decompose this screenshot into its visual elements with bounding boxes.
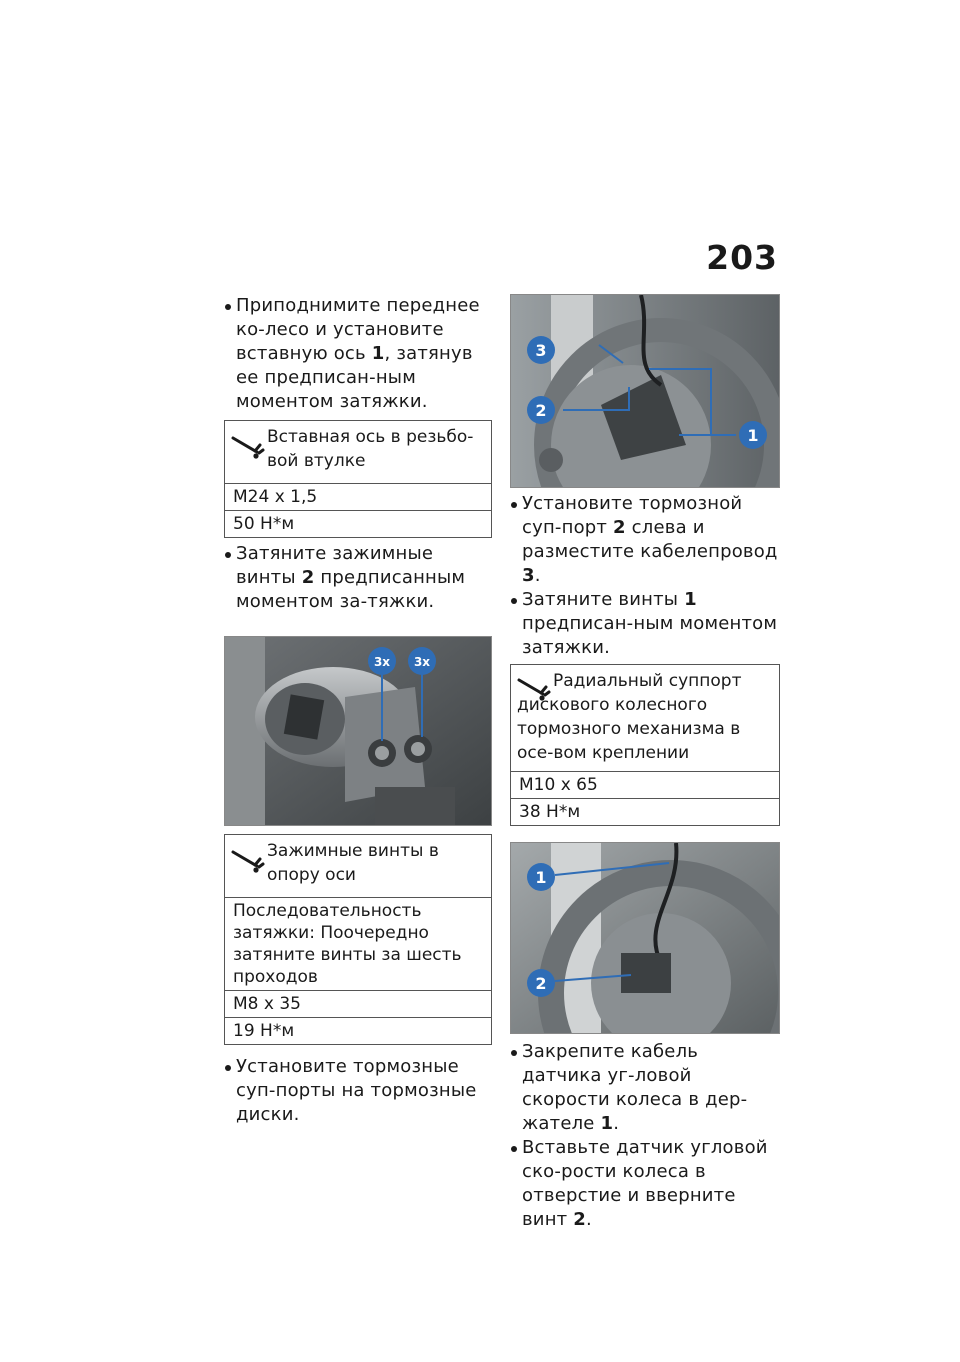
torque-wrench-icon bbox=[517, 677, 551, 701]
spec-thread: M8 x 35 bbox=[225, 991, 491, 1018]
step-text: предписан-ным моментом затяжки. bbox=[522, 613, 778, 658]
callout-ref: 1 bbox=[600, 1113, 614, 1134]
step-text: Установите тормозной суп-порт bbox=[522, 493, 743, 538]
callout-label: 3x bbox=[413, 655, 431, 669]
photo-caliper-left bbox=[510, 294, 780, 488]
step-text: Затяните зажимные винты bbox=[236, 543, 434, 588]
right-column bbox=[510, 294, 780, 1232]
spec-thread: M10 x 65 bbox=[511, 772, 779, 799]
step-tighten-clamp-screws bbox=[224, 542, 492, 614]
spec-header bbox=[225, 421, 491, 484]
spec-title: Зажимные винты в опору оси bbox=[267, 841, 439, 885]
spec-header bbox=[225, 835, 491, 898]
callout-ref: 2 bbox=[573, 1209, 587, 1230]
step-text: Затяните винты bbox=[522, 589, 685, 610]
page-number: 203 bbox=[706, 238, 778, 277]
torque-spec-clamp-screws bbox=[224, 834, 492, 1045]
photo-axle-clamp bbox=[224, 636, 492, 826]
step-text: Приподнимите переднее ко-лесо и установите вставную ось bbox=[236, 295, 480, 364]
spec-torque: 38 Н*м bbox=[519, 802, 581, 822]
torque-spec-axle bbox=[224, 420, 492, 538]
callout-ref: 2 bbox=[613, 517, 626, 538]
torque-wrench-icon bbox=[231, 849, 265, 873]
callout-label: 2 bbox=[535, 401, 547, 420]
callout-label: 2 bbox=[535, 974, 547, 993]
spec-torque: 19 Н*м bbox=[233, 1021, 295, 1041]
step-install-axle bbox=[224, 294, 492, 414]
spec-header bbox=[511, 665, 779, 772]
torque-spec-caliper bbox=[510, 664, 780, 826]
step-fix-sensor-cable bbox=[510, 1040, 780, 1136]
step-text: слева и разместите кабелепровод bbox=[522, 517, 778, 562]
step-tighten-caliper-screws bbox=[510, 588, 780, 660]
callout-label: 1 bbox=[535, 868, 547, 887]
step-text: предписанным моментом за-тяжки. bbox=[236, 567, 466, 612]
callout-label: 3x bbox=[373, 655, 391, 669]
step-insert-sensor bbox=[510, 1136, 780, 1232]
spec-torque: 50 Н*м bbox=[233, 514, 295, 534]
step-text: Установите тормозные суп-порты на тормозные диски. bbox=[236, 1056, 477, 1125]
torque-wrench-icon bbox=[231, 435, 265, 459]
callout-label: 1 bbox=[747, 426, 759, 445]
photo-wheel-speed-sensor bbox=[510, 842, 780, 1034]
spec-title: Радиальный суппорт дискового колесного тормозного механизма в осе-вом креплении bbox=[517, 671, 742, 763]
step-install-calipers bbox=[224, 1055, 492, 1127]
callout-ref: 1 bbox=[684, 589, 697, 610]
callout-ref: 1 bbox=[371, 343, 385, 364]
step-text: . bbox=[534, 565, 541, 586]
callout-ref: 2 bbox=[301, 567, 315, 588]
step-text: , затянув ее предписан-ным моментом затяжки. bbox=[236, 343, 473, 412]
spec-sequence: Последовательность затяжки: Поочередно затяните винты за шесть проходов bbox=[225, 898, 491, 991]
spec-thread: M24 x 1,5 bbox=[225, 484, 491, 511]
callout-label: 3 bbox=[535, 341, 547, 360]
callout-ref: 3 bbox=[522, 565, 535, 586]
step-text: . bbox=[586, 1209, 592, 1230]
step-text: Вставьте датчик угловой ско-рости колеса в отверстие и вверните винт bbox=[522, 1137, 768, 1230]
left-column bbox=[224, 294, 492, 1127]
step-text: . bbox=[613, 1113, 620, 1134]
step-install-left-caliper bbox=[510, 492, 780, 588]
spec-title: Вставная ось в резьбо-вой втулке bbox=[267, 427, 474, 471]
step-text: Закрепите кабель датчика уг-ловой скорости колеса в дер-жателе bbox=[522, 1041, 748, 1134]
